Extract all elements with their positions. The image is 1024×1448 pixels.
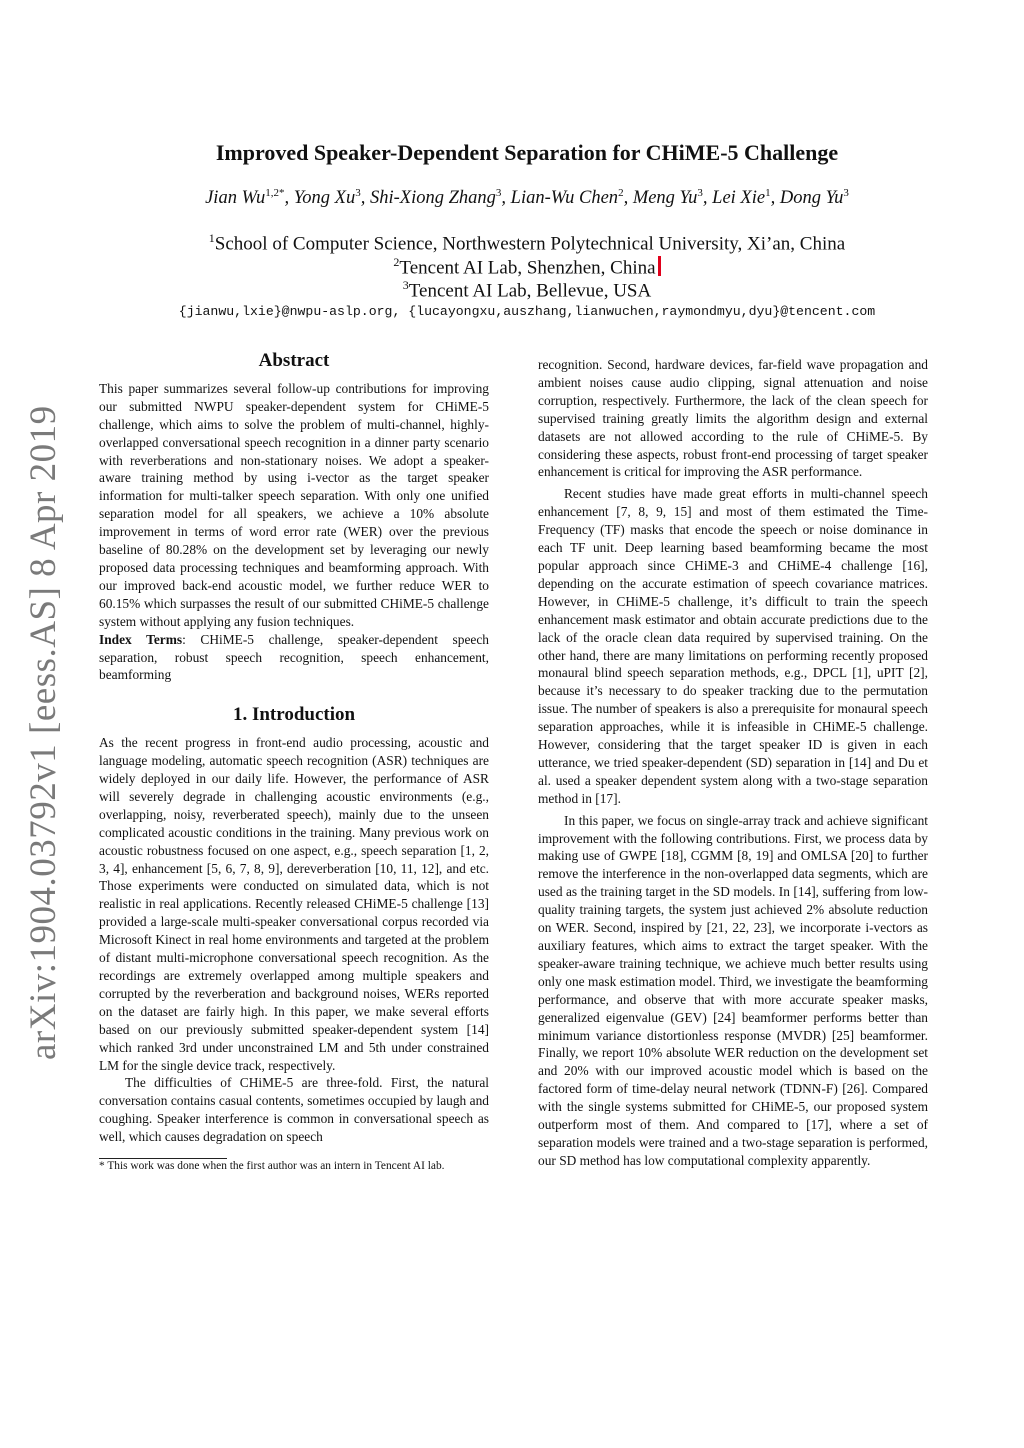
intro-paragraph-5: In this paper, we focus on single-array track and achieve significant improvement with the following contributions. First, we process data by making use of GWPE [18], CGMM [8, 19] and OMLSA [20] to further remove the interference in the non-overlapped data segments, which are used as the training target in the SD models. In [14], suffering from low-quality training targets, the system just achieved 2% absolute reduction on WER. Second, inspired by [21, 22, 23], we incorporate i-vectors as auxiliary features, which aims to extract the target speaker. With the speaker-aware training technique, we achieve much better results using only one mask estimation model. Third, we investigate the beamforming performance, and observe that with more accurate speaker masks, generalized eigenvalue (GEV) [24] beamformer performs better than minimum variance distortionless response (MVDR) [25] beamformer. Finally, we report 10% absolute WER reduction on the development set and 20% with our improved acoustic model which is based on the factored form of time-delay neural network (TDNN-F) [26]. Compared with the single systems submitted for CHiME-5, our proposed system outperform most of them. And compared to [17], where a set of separation models were trained and a two-stage separation is performed, our SD method has low computational complexity apparently. [538, 812, 928, 1168]
affiliation-2: $^2$Tencent AI Lab, Shenzhen, China [90, 255, 964, 279]
right-column [538, 356, 928, 1170]
author: Meng Yu$^3$ [632, 187, 703, 209]
intro-paragraph-3: recognition. Second, hardware devices, far-field wave propagation and ambient noises cause audio clipping, signal attenuation and noise corruption, respectively. Furthermore, the lack of the clean speech for supervised training greatly limits the algorithm design and external datasets are not allowed according to the rule of CHiME-5. By considering these aspects, robust front-end processing of target speaker enhancement is critical for improving the ASR performance. [538, 357, 928, 480]
text-cursor-marker [658, 256, 661, 276]
author: Jian $Wu^{1,2*}$ [205, 187, 285, 209]
index-terms: Index Terms: CHiME-5 challenge, speaker-dependent speech separation, robust speech recognition, speech enhancement, beamforming [99, 631, 489, 683]
author-emails: {jianwu,lxie}@nwpu-aslp.org, {lucayongxu,auszhang,lianwuchen,raymondmyu,dyu}@tencent.com [178, 304, 876, 319]
author: Lian-Wu Chen$^2$ [510, 187, 624, 209]
paper-title: Improved Speaker-Dependent Separation for CHiME-5 Challenge [215, 140, 839, 165]
author: Shi-Xiong Zhang$^3$ [370, 187, 502, 209]
left-column [99, 352, 489, 1174]
arxiv-stamp: arXiv:1904.03792v1 [eess.AS] 8 Apr 2019 [23, 405, 64, 1060]
intro-paragraph-2: The difficulties of CHiME-5 are three-fold. First, the natural conversation contains casual contents, sometimes occupied by laugh and coughing. Speaker interference is common in conversational speech as well, which causes degradation on speech [99, 1075, 489, 1145]
footnote: * This work was done when the first author was an intern in Tencent AI lab. [99, 1160, 445, 1173]
author: Dong Yu$^3$ [779, 187, 849, 209]
intro-paragraph-1: As the recent progress in front-end audio processing, acoustic and language modeling, automatic speech recognition (ASR) techniques are widely deployed in our daily life. However, the performance of ASR will severely degrade in challenging acoustic environments (e.g., overlapping, noisy, reverberated speech), mainly due to the unseen complicated acoustic conditions in the training. Many previous work on acoustic robustness focused on one aspect, e.g., speech separation [1, 2, 3, 4], enhancement [5, 6, 7, 8, 9], dereverberation [10, 11, 12], and etc. Those experiments were conducted on simulated data, which is not realistic in real applications. Recently released CHiME-5 challenge [13] provided a large-scale multi-speaker conversational corpus recorded via Microsoft Kinect in real home environments and targeted at the problem of distant multi-microphone conversational speech recognition. As the recordings are extremely overlapped among multiple speakers and corrupted by the reverberation and background noises, WERs reported on the dataset are fairly high. In this paper, we make several efforts based on our previously submitted speaker-dependent system [14] which ranked 3rd under unconstrained LM and 5th under constrained LM for the single device track, respectively. [99, 735, 489, 1073]
author: Lei Xie$^1$ [712, 187, 771, 209]
intro-heading: 1. Introduction [232, 704, 356, 726]
abstract-text: This paper summarizes several follow-up contributions for improving our submitted NWPU speaker-dependent system for CHiME-5 challenge, which aims to solve the problem of multi-channel, highly-overlapped conversational speech recognition in a dinner party scenario with reverberations and non-stationary noises. We adopt a speaker-aware training method by using i-vector as the target speaker information for multi-talker speech separation. With only one unified separation model for all speakers, we achieve a 10% absolute improvement in terms of word error rate (WER) over the previous baseline of 80.28% on the development set by leveraging our newly proposed data processing techniques and beamforming approach. With our improved back-end acoustic model, we further reduce WER to 60.15% which surpasses the result of our submitted CHiME-5 challenge system without applying any fusion techniques. [99, 380, 489, 629]
intro-paragraph-4: Recent studies have made great efforts in multi-channel speech enhancement [7, 8, 9, 15] and most of them estimated the Time-Frequency (TF) masks that encode the speech or noise dominance in each TF unit. Deep learning based beamforming became the most popular approach since CHiME-3 and CHiME-4 challenge [16], depending on the accurate estimation of speech covariance matrices. However, in CHiME-5 challenge, it’s difficult to train the speech enhancement mask estimator and obtain accurate predictions due to the lack of the oracle clean data required by supervised training. On the other hand, there are many limitations on performing recently proposed monaural blind speech separation methods, e.g., DPCL [1], uPIT [2], because it’s necessary to do speaker tracking due to the permutation issue. The number of speakers is also a prerequisite for monaural speech separation approaches, while it is infeasible in CHiME-5 challenge. However, considering that the target speaker ID is given in each utterance, we tried speaker-dependent (SD) separation in [14] and Du et al. used a speaker dependent system along with a two-stage separation method in [17]. [538, 486, 928, 806]
affiliation-3: $^3$Tencent AI Lab, Bellevue, USA [402, 278, 652, 302]
abstract-heading: Abstract [258, 350, 330, 371]
affiliation-1: $^1$School of Computer Science, Northwestern Polytechnical University, Xi’an, China [208, 231, 846, 255]
author: Yong Xu$^3$ [293, 187, 361, 209]
author-list: Jian $Wu^{1,2*}$, Yong Xu$^3$, Shi-Xiong Zhang$^3$, Lian-Wu Chen$^2$, Meng Yu$^3$, Lei Xie$^1$, Dong Yu$^3$ [205, 187, 849, 209]
